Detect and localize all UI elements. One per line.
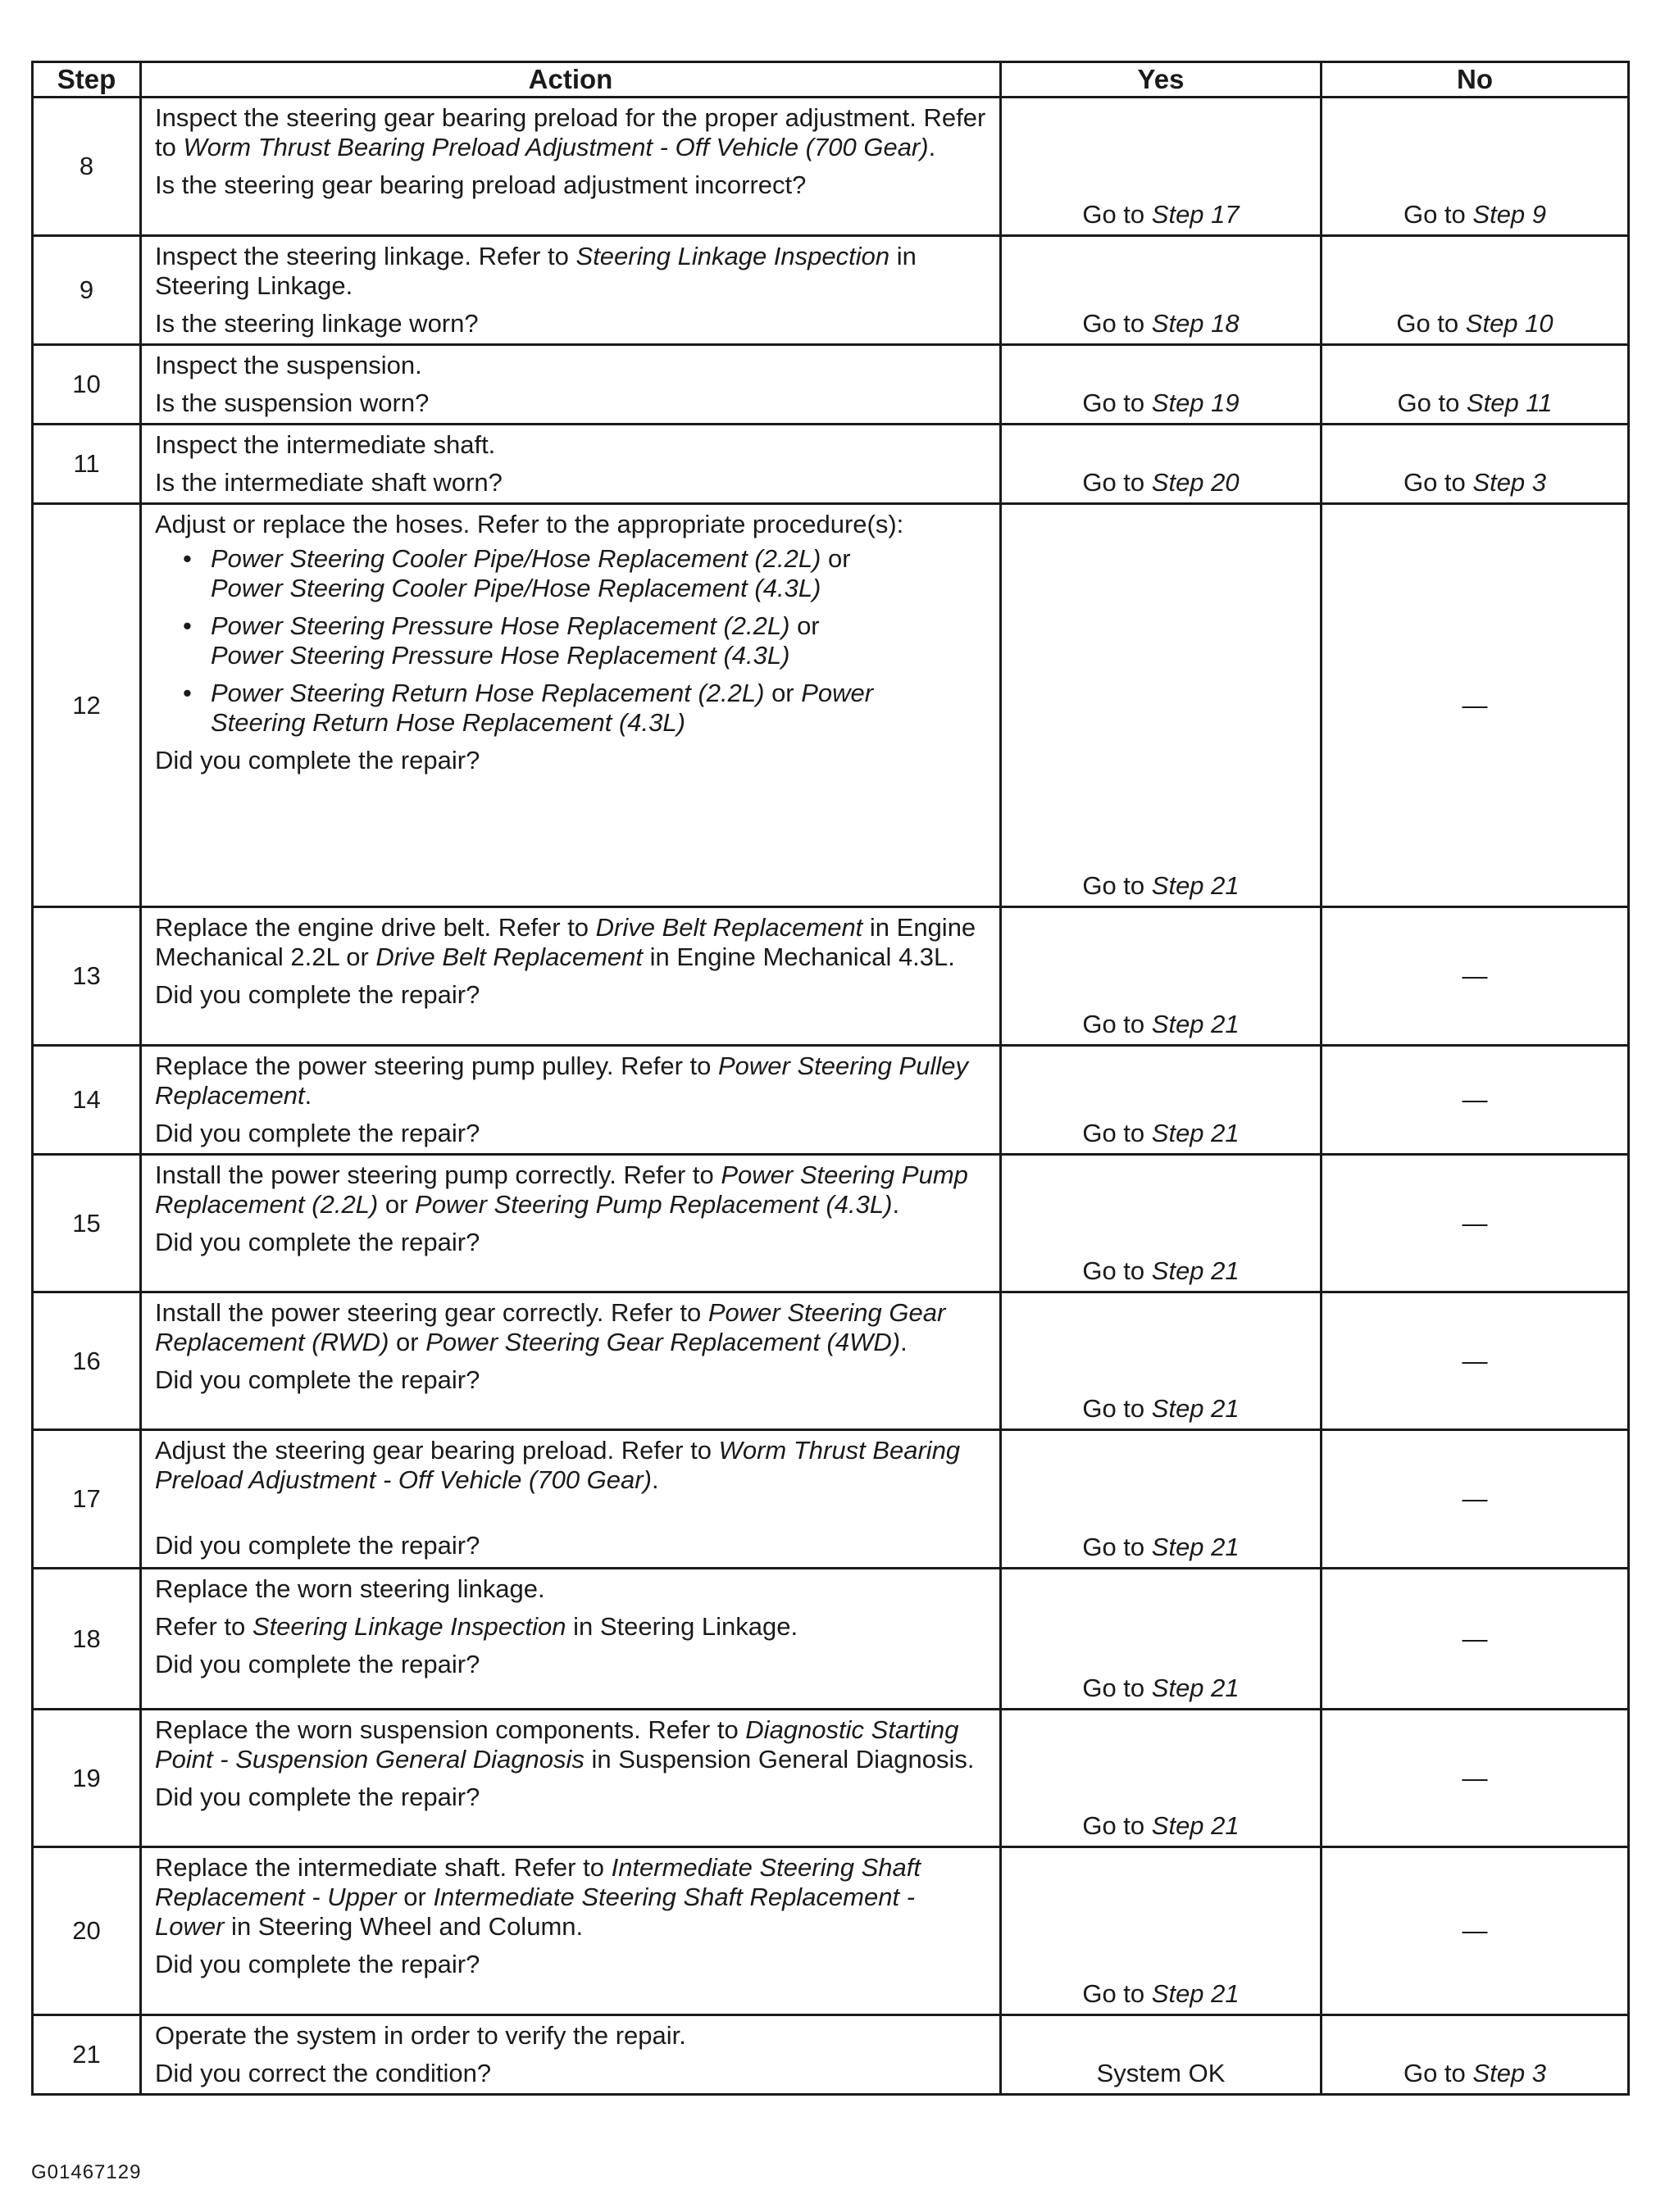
no-outcome <box>1322 504 1629 907</box>
action-instruction <box>155 913 991 972</box>
procedure-list-item <box>211 679 991 738</box>
reference-link[interactable]: Power Steering Return Hose Replacement (2.2L) <box>211 679 765 707</box>
table-body <box>33 98 1629 2095</box>
action-instruction <box>155 1051 991 1111</box>
step-number: 20 <box>33 1847 141 2015</box>
table-row-step-11 <box>33 425 1629 504</box>
action-text: or <box>396 1883 434 1911</box>
reference-link[interactable]: Intermediate Steering Shaft Replacement - Lower <box>155 1883 916 1941</box>
action-text: Inspect the steering gear bearing preload for the proper adjustment. Refer to <box>155 103 986 161</box>
action-text: Replace the engine drive belt. Refer to <box>155 913 596 942</box>
reference-link[interactable]: Power Steering Cooler Pipe/Hose Replacement (2.2L) <box>211 544 821 573</box>
table-row-step-12 <box>33 504 1629 907</box>
action-text: in Steering Linkage. <box>155 242 917 300</box>
action-question: Did you complete the repair? <box>155 1365 480 1394</box>
action-question: Did you complete the repair? <box>155 1531 480 1560</box>
table-row-step-16 <box>33 1292 1629 1430</box>
action-question: Is the intermediate shaft worn? <box>155 468 503 497</box>
action-instruction <box>155 1436 991 1495</box>
action-text: or <box>764 679 802 707</box>
goto-prefix: Go to <box>1082 1010 1152 1038</box>
goto-step-link[interactable]: Step 21 <box>1151 1256 1240 1285</box>
step-number: 17 <box>33 1430 141 1569</box>
yes-outcome <box>1001 345 1322 425</box>
action-instruction <box>155 1612 991 1642</box>
step-number: 19 <box>33 1710 141 1847</box>
action-cell <box>141 1155 1001 1292</box>
action-text: Adjust the steering gear bearing preload. Refer to <box>155 1436 719 1465</box>
reference-link[interactable]: Worm Thrust Bearing Preload Adjustment - Off Vehicle (700 Gear) <box>183 133 929 161</box>
reference-link[interactable]: Power Steering Cooler Pipe/Hose Replacement (4.3L) <box>211 574 821 602</box>
action-question: Did you correct the condition? <box>155 2059 492 2087</box>
yes-outcome <box>1001 2015 1322 2095</box>
action-text: . <box>304 1081 312 1110</box>
goto-prefix: Go to <box>1082 1674 1152 1702</box>
action-cell <box>141 98 1001 236</box>
action-text: or <box>378 1190 416 1219</box>
goto-step-link[interactable]: Step 10 <box>1465 309 1554 338</box>
action-text: . <box>928 133 936 161</box>
action-text: Install the power steering pump correctly. Refer to <box>155 1161 721 1189</box>
action-text: Replace the intermediate shaft. Refer to <box>155 1853 612 1882</box>
action-text: . <box>900 1328 908 1356</box>
no-outcome <box>1322 2015 1629 2095</box>
action-instruction <box>155 1853 991 1942</box>
action-text: or <box>389 1328 426 1356</box>
action-cell <box>141 1569 1001 1710</box>
not-applicable-dash: — <box>1462 1624 1488 1653</box>
action-instruction <box>155 430 991 460</box>
action-text: Adjust or replace the hoses. Refer to the appropriate procedure(s): <box>155 510 904 538</box>
header-step: Step <box>33 62 141 98</box>
reference-link[interactable]: Drive Belt Replacement <box>595 913 863 942</box>
goto-step-link[interactable]: Step 21 <box>1151 1533 1240 1561</box>
goto-prefix: Go to <box>1082 468 1152 497</box>
action-text: Inspect the suspension. <box>155 351 422 379</box>
table-row-step-17 <box>33 1430 1629 1569</box>
action-cell <box>141 1847 1001 2015</box>
reference-link[interactable]: Drive Belt Replacement <box>375 942 644 971</box>
yes-outcome <box>1001 504 1322 907</box>
step-number: 9 <box>33 236 141 345</box>
no-outcome <box>1322 1046 1629 1155</box>
goto-prefix: Go to <box>1082 1394 1152 1423</box>
not-applicable-dash: — <box>1462 1916 1488 1945</box>
procedure-list-item <box>211 611 991 670</box>
step-number: 13 <box>33 907 141 1046</box>
action-text: . <box>651 1465 659 1494</box>
no-outcome <box>1322 1569 1629 1710</box>
procedure-list <box>155 544 991 738</box>
action-cell <box>141 907 1001 1046</box>
yes-outcome <box>1001 907 1322 1046</box>
action-question: Is the steering linkage worn? <box>155 309 479 338</box>
goto-prefix: Go to <box>1082 1811 1152 1840</box>
goto-step-link[interactable]: Step 18 <box>1151 309 1240 338</box>
reference-link[interactable]: Power Steering Pulley Replacement <box>155 1051 968 1110</box>
reference-link[interactable]: Power Steering Pump Replacement (4.3L) <box>415 1190 893 1219</box>
goto-step-link[interactable]: Step 3 <box>1472 468 1547 497</box>
action-instruction <box>155 1298 991 1357</box>
reference-link[interactable]: Power Steering Gear Replacement (RWD) <box>155 1298 946 1356</box>
yes-outcome <box>1001 1710 1322 1847</box>
reference-link[interactable]: Intermediate Steering Shaft Replacement - Upper <box>155 1853 921 1911</box>
table-row-step-15 <box>33 1155 1629 1292</box>
diagnostic-table <box>31 61 1630 2096</box>
action-cell <box>141 504 1001 907</box>
action-question: Did you complete the repair? <box>155 1950 480 1978</box>
action-text: Inspect the intermediate shaft. <box>155 430 496 459</box>
header-no: No <box>1322 62 1629 98</box>
no-outcome <box>1322 425 1629 504</box>
yes-outcome <box>1001 1569 1322 1710</box>
goto-step-link[interactable]: Step 19 <box>1151 388 1240 417</box>
table-header-row <box>33 62 1629 98</box>
action-text: Operate the system in order to verify the repair. <box>155 2021 686 2050</box>
yes-outcome <box>1001 1847 1322 2015</box>
action-question: Did you complete the repair? <box>155 1119 480 1147</box>
action-text: or <box>789 611 820 640</box>
no-outcome <box>1322 98 1629 236</box>
action-instruction <box>155 351 991 380</box>
header-action: Action <box>141 62 1001 98</box>
table-row-step-9 <box>33 236 1629 345</box>
goto-prefix: Go to <box>1403 200 1473 229</box>
goto-step-link[interactable]: Step 20 <box>1151 468 1240 497</box>
action-cell <box>141 1430 1001 1569</box>
action-text: Refer to <box>155 1612 252 1641</box>
reference-link[interactable]: Steering Linkage Inspection <box>575 242 890 270</box>
goto-step-link[interactable]: Step 21 <box>1151 1674 1240 1702</box>
no-outcome <box>1322 1430 1629 1569</box>
not-applicable-dash: — <box>1462 1208 1488 1238</box>
goto-step-link[interactable]: Step 21 <box>1151 1979 1240 2008</box>
table-row-step-13 <box>33 907 1629 1046</box>
action-text: in Suspension General Diagnosis. <box>584 1745 975 1774</box>
action-question: Did you complete the repair? <box>155 746 480 774</box>
no-outcome <box>1322 236 1629 345</box>
action-question: Did you complete the repair? <box>155 1650 480 1678</box>
action-question: Did you complete the repair? <box>155 1228 480 1256</box>
reference-link[interactable]: Diagnostic Starting Point - Suspension General Diagnosis <box>155 1715 959 1774</box>
goto-step-link[interactable]: Step 21 <box>1151 871 1240 900</box>
action-text: in Engine Mechanical 4.3L. <box>643 942 955 971</box>
no-outcome <box>1322 1710 1629 1847</box>
action-text: Inspect the steering linkage. Refer to <box>155 242 576 270</box>
goto-prefix: Go to <box>1082 1256 1152 1285</box>
goto-prefix: Go to <box>1082 1119 1152 1147</box>
goto-step-link[interactable]: Step 21 <box>1151 1394 1240 1423</box>
action-instruction <box>155 1574 991 1604</box>
action-text: Replace the power steering pump pulley. Refer to <box>155 1051 718 1080</box>
goto-step-link[interactable]: Step 21 <box>1151 1811 1240 1840</box>
step-number: 12 <box>33 504 141 907</box>
no-outcome <box>1322 907 1629 1046</box>
table-row-step-21 <box>33 2015 1629 2095</box>
step-number: 16 <box>33 1292 141 1430</box>
action-text: in Steering Linkage. <box>566 1612 798 1641</box>
yes-outcome <box>1001 236 1322 345</box>
step-number: 8 <box>33 98 141 236</box>
reference-link[interactable]: Power Steering Pressure Hose Replacement (4.3L) <box>211 641 790 670</box>
yes-outcome <box>1001 1292 1322 1430</box>
not-applicable-dash: — <box>1462 690 1488 720</box>
table-row-step-20 <box>33 1847 1629 2015</box>
not-applicable-dash: — <box>1462 1484 1488 1513</box>
step-number: 14 <box>33 1046 141 1155</box>
reference-link[interactable]: Power Steering Gear Replacement (4WD) <box>425 1328 901 1356</box>
action-cell <box>141 2015 1001 2095</box>
step-number: 11 <box>33 425 141 504</box>
goto-prefix: Go to <box>1082 871 1152 900</box>
action-question: Did you complete the repair? <box>155 980 480 1009</box>
action-text: or <box>821 544 851 573</box>
action-cell <box>141 1710 1001 1847</box>
reference-link[interactable]: Power Steering Pump Replacement (2.2L) <box>155 1161 968 1219</box>
goto-step-link[interactable]: Step 17 <box>1151 200 1240 229</box>
goto-step-link[interactable]: Step 3 <box>1472 2059 1547 2087</box>
goto-prefix: Go to <box>1396 309 1466 338</box>
table-row-step-14 <box>33 1046 1629 1155</box>
goto-step-link[interactable]: Step 9 <box>1472 200 1547 229</box>
goto-prefix: Go to <box>1082 388 1152 417</box>
action-instruction <box>155 1715 991 1774</box>
goto-step-link[interactable]: Step 21 <box>1151 1119 1240 1147</box>
table-row-step-18 <box>33 1569 1629 1710</box>
header-yes: Yes <box>1001 62 1322 98</box>
diagnostic-table-container <box>31 61 1627 2096</box>
action-instruction <box>155 1161 991 1220</box>
reference-link[interactable]: Worm Thrust Bearing Preload Adjustment - Off Vehicle (700 Gear) <box>155 1436 961 1494</box>
no-outcome <box>1322 1155 1629 1292</box>
yes-outcome <box>1001 1155 1322 1292</box>
action-instruction <box>155 2021 991 2051</box>
reference-link[interactable]: Power Steering Pressure Hose Replacement (2.2L) <box>211 611 790 640</box>
step-number: 15 <box>33 1155 141 1292</box>
step-number: 10 <box>33 345 141 425</box>
outcome-text: System OK <box>1096 2059 1226 2087</box>
action-question: Is the steering gear bearing preload adjustment incorrect? <box>155 170 807 199</box>
action-text: Replace the worn suspension components. Refer to <box>155 1715 746 1744</box>
no-outcome <box>1322 1292 1629 1430</box>
goto-prefix: Go to <box>1403 468 1473 497</box>
table-row-step-10 <box>33 345 1629 425</box>
goto-prefix: Go to <box>1082 309 1152 338</box>
action-question: Is the suspension worn? <box>155 388 430 417</box>
not-applicable-dash: — <box>1462 1085 1488 1114</box>
not-applicable-dash: — <box>1462 961 1488 990</box>
goto-prefix: Go to <box>1082 1533 1152 1561</box>
step-number: 18 <box>33 1569 141 1710</box>
goto-step-link[interactable]: Step 11 <box>1466 388 1553 417</box>
table-row-step-19 <box>33 1710 1629 1847</box>
action-text: . <box>892 1190 900 1219</box>
yes-outcome <box>1001 98 1322 236</box>
yes-outcome <box>1001 1046 1322 1155</box>
goto-prefix: Go to <box>1403 2059 1473 2087</box>
action-text: Install the power steering gear correctly. Refer to <box>155 1298 708 1327</box>
reference-link[interactable]: Steering Linkage Inspection <box>252 1612 566 1641</box>
action-instruction <box>155 510 991 539</box>
step-number: 21 <box>33 2015 141 2095</box>
no-outcome <box>1322 1847 1629 2015</box>
table-row-step-8 <box>33 98 1629 236</box>
no-outcome <box>1322 345 1629 425</box>
yes-outcome <box>1001 425 1322 504</box>
action-instruction <box>155 242 991 301</box>
action-text: in Steering Wheel and Column. <box>224 1912 584 1941</box>
reference-link[interactable]: Power Steering Return Hose Replacement (4.3L) <box>211 679 874 737</box>
goto-step-link[interactable]: Step 21 <box>1151 1010 1240 1038</box>
action-cell <box>141 1046 1001 1155</box>
goto-prefix: Go to <box>1397 388 1467 417</box>
not-applicable-dash: — <box>1462 1346 1488 1375</box>
action-cell <box>141 236 1001 345</box>
action-cell <box>141 1292 1001 1430</box>
yes-outcome <box>1001 1430 1322 1569</box>
action-instruction <box>155 103 991 162</box>
goto-prefix: Go to <box>1082 200 1152 229</box>
procedure-list-item <box>211 544 991 603</box>
action-cell <box>141 345 1001 425</box>
not-applicable-dash: — <box>1462 1763 1488 1792</box>
action-question: Did you complete the repair? <box>155 1783 480 1811</box>
action-cell <box>141 425 1001 504</box>
figure-code: G01467129 <box>31 2161 142 2183</box>
action-text: in Engine Mechanical 2.2L or <box>155 913 976 971</box>
action-text: Replace the worn steering linkage. <box>155 1574 545 1603</box>
goto-prefix: Go to <box>1082 1979 1152 2008</box>
